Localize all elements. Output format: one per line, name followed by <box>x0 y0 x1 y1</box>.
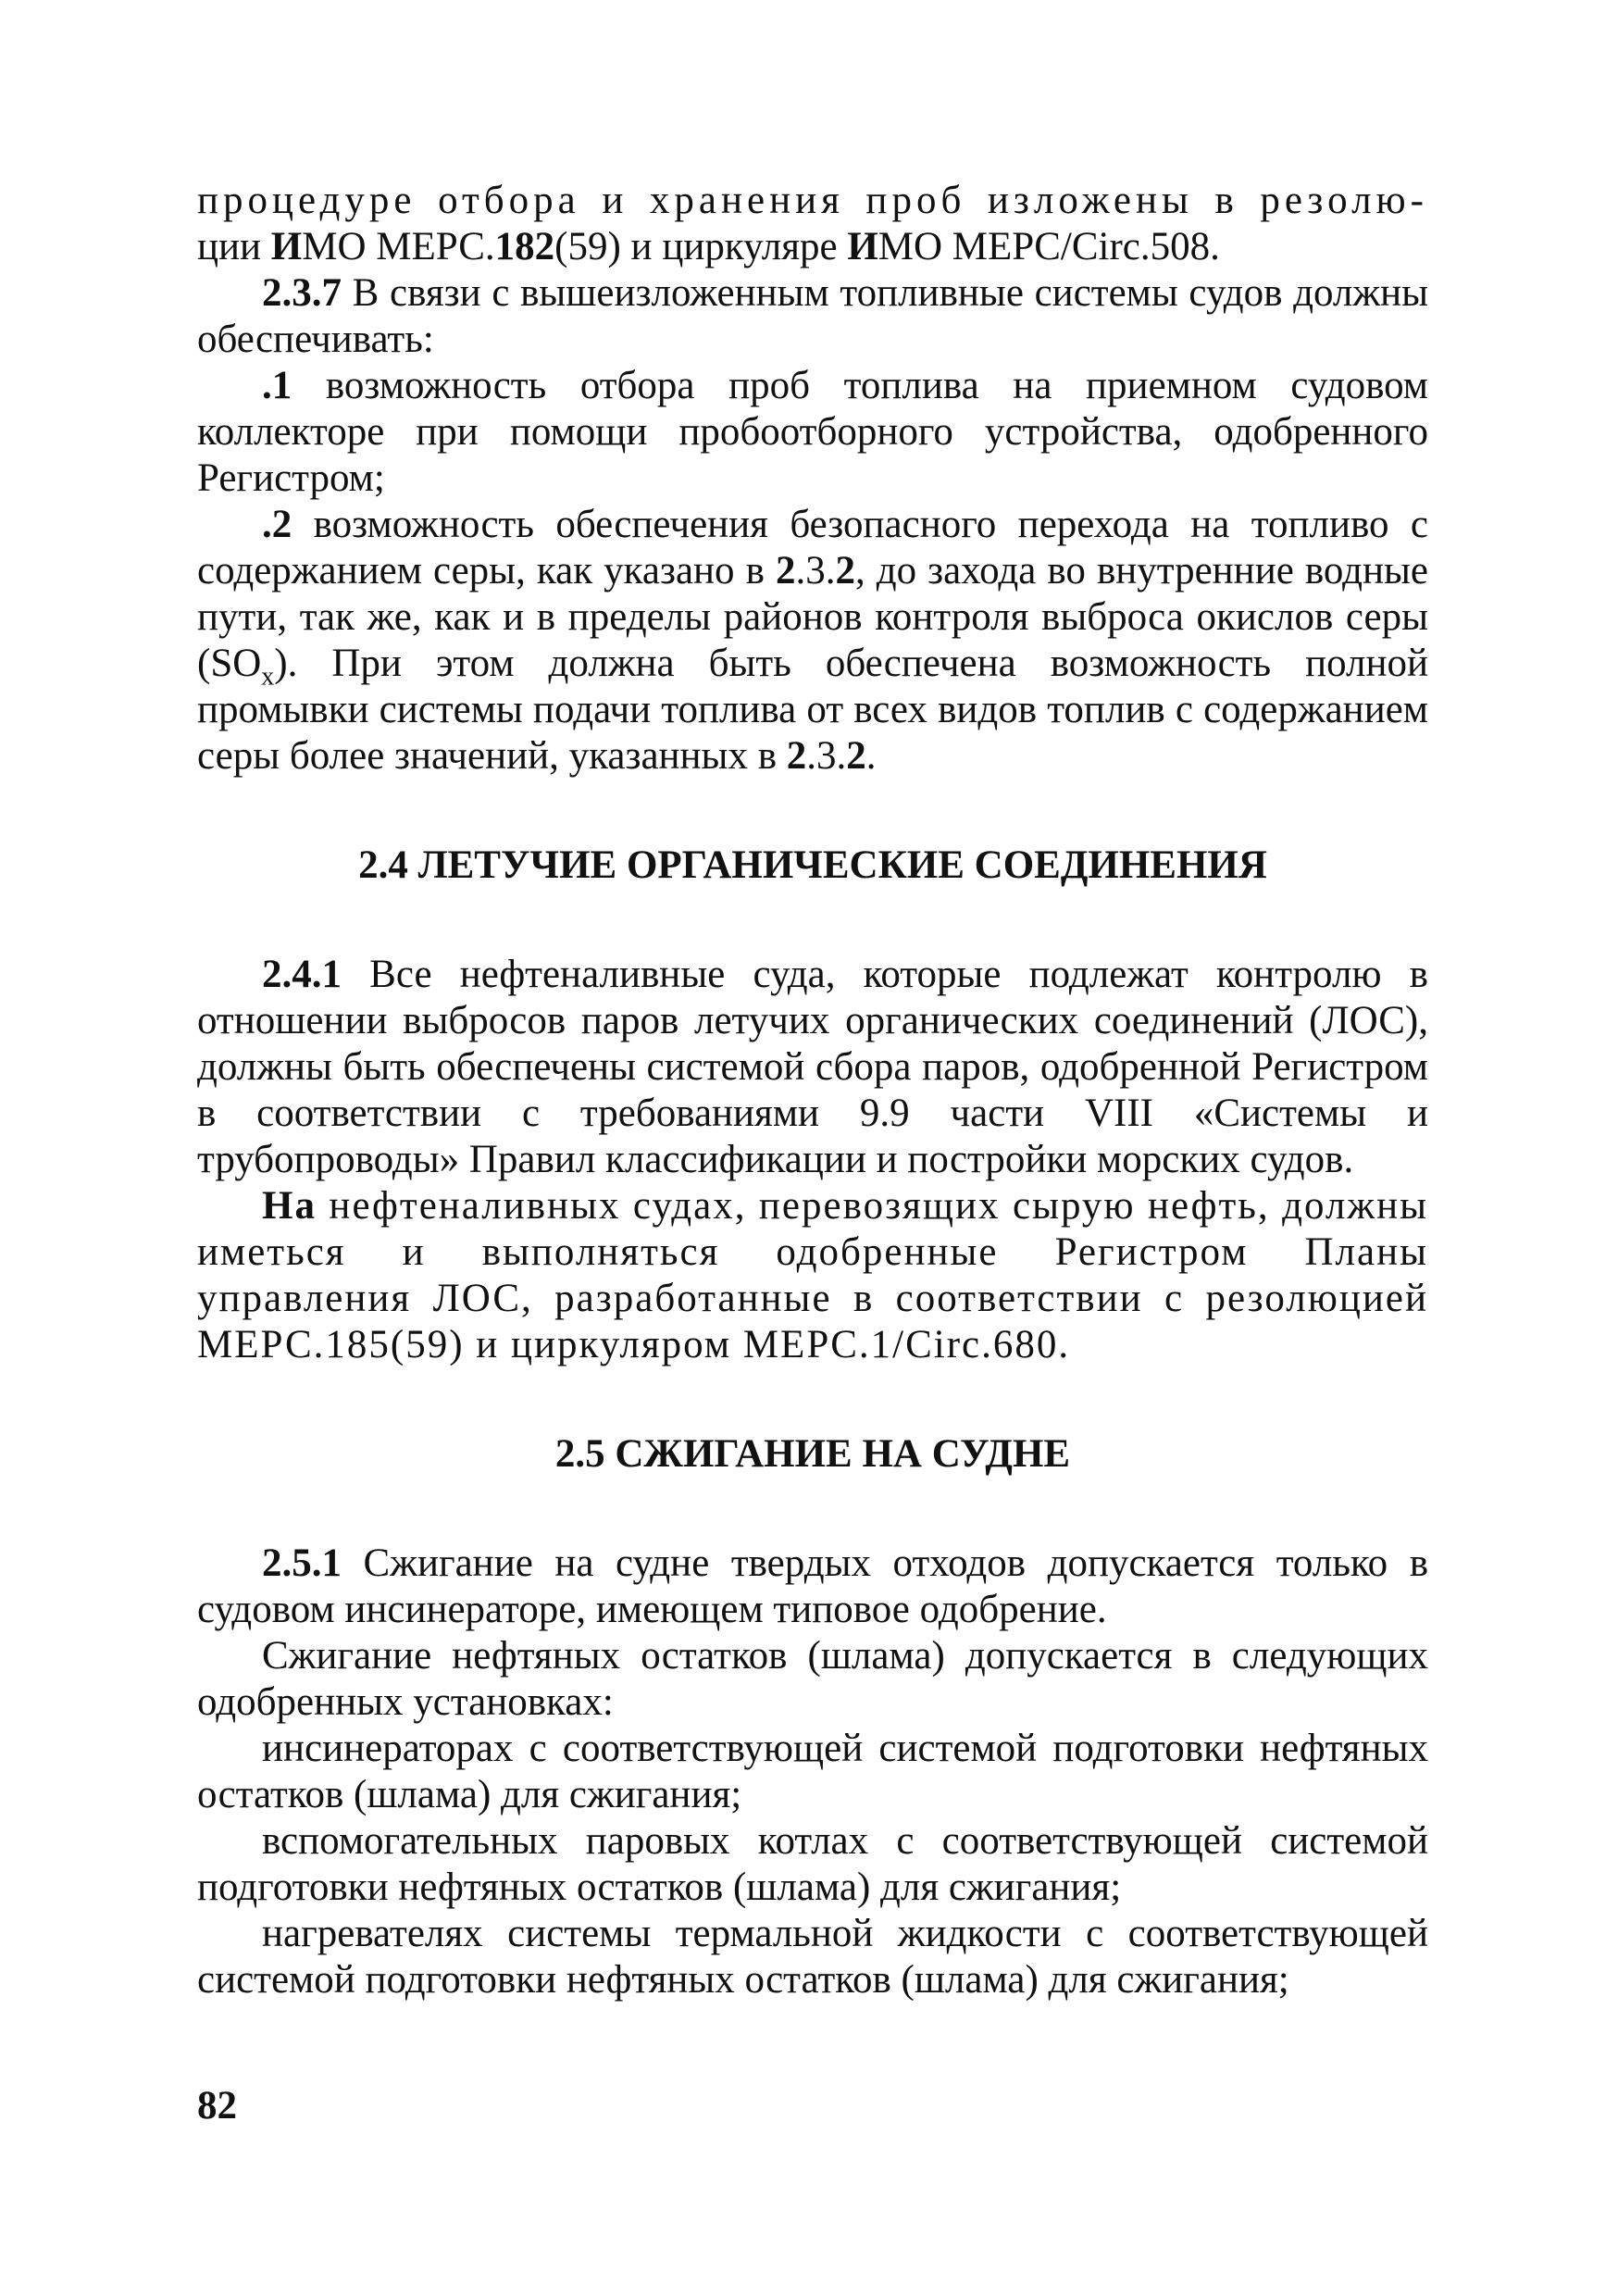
section-2-5-1 <box>197 1541 1428 1633</box>
ref-bold: 2 <box>775 549 796 593</box>
ref-bold-end: 2 <box>835 549 855 593</box>
list-item-text-a: возможность обеспечения безопасного перехода на топливо с содержанием серы, как указано в <box>197 503 1428 593</box>
ref-rest-2: .3. <box>806 734 847 778</box>
continuation-line-1 <box>197 178 1428 224</box>
list-item-text-d: . <box>865 734 877 778</box>
list-incinerators <box>197 1726 1428 1818</box>
list-boilers <box>197 1818 1428 1911</box>
ref-bold-2: 2 <box>786 734 807 778</box>
resolution-number: 182 <box>494 225 555 268</box>
list-text: нагревателях системы термальной жидкости с соответствующей системой подготовки нефтяных остатков (шлама) для сжигания; <box>197 1912 1428 2002</box>
heading-number: 2.4 <box>358 843 408 887</box>
list-item-2 <box>197 502 1428 780</box>
continuation-text-2b: МО МЕРС. <box>302 225 495 268</box>
paragraph-text: Сжигание нефтяных остатков (шлама) допускается в следующих одобренных установках: <box>197 1634 1428 1724</box>
imo-bold-letter-2: И <box>847 225 878 268</box>
list-text: инсинераторах с соответствующей системой подготовки нефтяных остатков (шлама) для сжигания; <box>197 1727 1428 1816</box>
list-item-number: .2 <box>262 503 292 546</box>
continuation-line-2 <box>197 224 1428 270</box>
ref-bold-end-2: 2 <box>846 734 866 778</box>
subscript-x: x <box>261 662 275 692</box>
heading-2-5 <box>197 1431 1428 1478</box>
paragraph-text: нефтеналивных судах, перевозящих сырую нефть, должны иметься и выполняться одобренные Регистром Планы управления ЛОС, разработанные в соответствии с резолюцией МЕРС.185(59) и циркуляром MEPC.1/Circ.680. <box>197 1184 1428 1366</box>
continuation-text-2c: (59) и циркуляре <box>554 225 848 268</box>
continuation-text-2a: ции <box>197 225 271 268</box>
list-item-1 <box>197 363 1428 502</box>
continuation-text-1: процедуре отбора и хранения проб изложены в резолю- <box>197 179 1428 222</box>
list-text: вспомогательных паровых котлах с соответствующей системой подготовки нефтяных остатков (шлама) для сжигания; <box>197 1819 1428 1909</box>
section-text: В связи с вышеизложенным топливные системы судов должны обеспечивать: <box>197 271 1428 361</box>
list-heaters <box>197 1911 1428 2003</box>
paragraph-sludge <box>197 1633 1428 1726</box>
imo-bold-letter: И <box>270 225 303 268</box>
paragraph-tankers <box>197 1183 1428 1368</box>
ref-rest: .3. <box>795 549 836 593</box>
section-text: Все нефтеналивные суда, которые подлежат контролю в отношении выбросов паров летучих органических соединений (ЛОС), должны быть обеспечены системой сбора паров, одобренной Регистром в соответствии с требованиями 9.9 части VIII «Системы и трубопроводы» Правил классификации и постройки морских судов. <box>197 953 1428 1181</box>
list-item-text-c: ). При этом должна быть обеспечена возможность полной промывки системы подачи топлива от всех видов топлив с содержанием серы более значений, указанных в <box>197 642 1428 778</box>
section-number: 2.5.1 <box>262 1541 342 1585</box>
heading-number: 2.5 <box>554 1432 605 1476</box>
heading-title: СЖИГАНИЕ НА СУДНЕ <box>604 1432 1071 1476</box>
paragraph-lead: На <box>262 1184 317 1228</box>
list-item-text-b: , до захода во внутренние водные пути, так же, как и в пределы районов контроля выброса окислов серы (SO <box>197 549 1428 685</box>
section-number: 2.4.1 <box>262 953 342 996</box>
list-item-number: .1 <box>262 364 292 407</box>
section-number: 2.3.7 <box>262 271 342 315</box>
page-number: 82 <box>197 2084 237 2128</box>
section-text: Сжигание на судне твердых отходов допускается только в судовом инсинераторе, имеющем типовое одобрение. <box>197 1541 1428 1631</box>
heading-title: ЛЕТУЧИЕ ОРГАНИЧЕСКИЕ СОЕДИНЕНИЯ <box>407 843 1267 887</box>
document-page <box>197 178 1428 2003</box>
list-item-text: возможность отбора проб топлива на приемном судовом коллекторе при помощи пробоотборного устройства, одобренного Регистром; <box>197 364 1428 500</box>
heading-2-4 <box>197 842 1428 889</box>
continuation-text-2d: МО MEPC/Circ.508. <box>877 225 1220 268</box>
section-2-4-1 <box>197 952 1428 1183</box>
section-2-3-7 <box>197 270 1428 363</box>
